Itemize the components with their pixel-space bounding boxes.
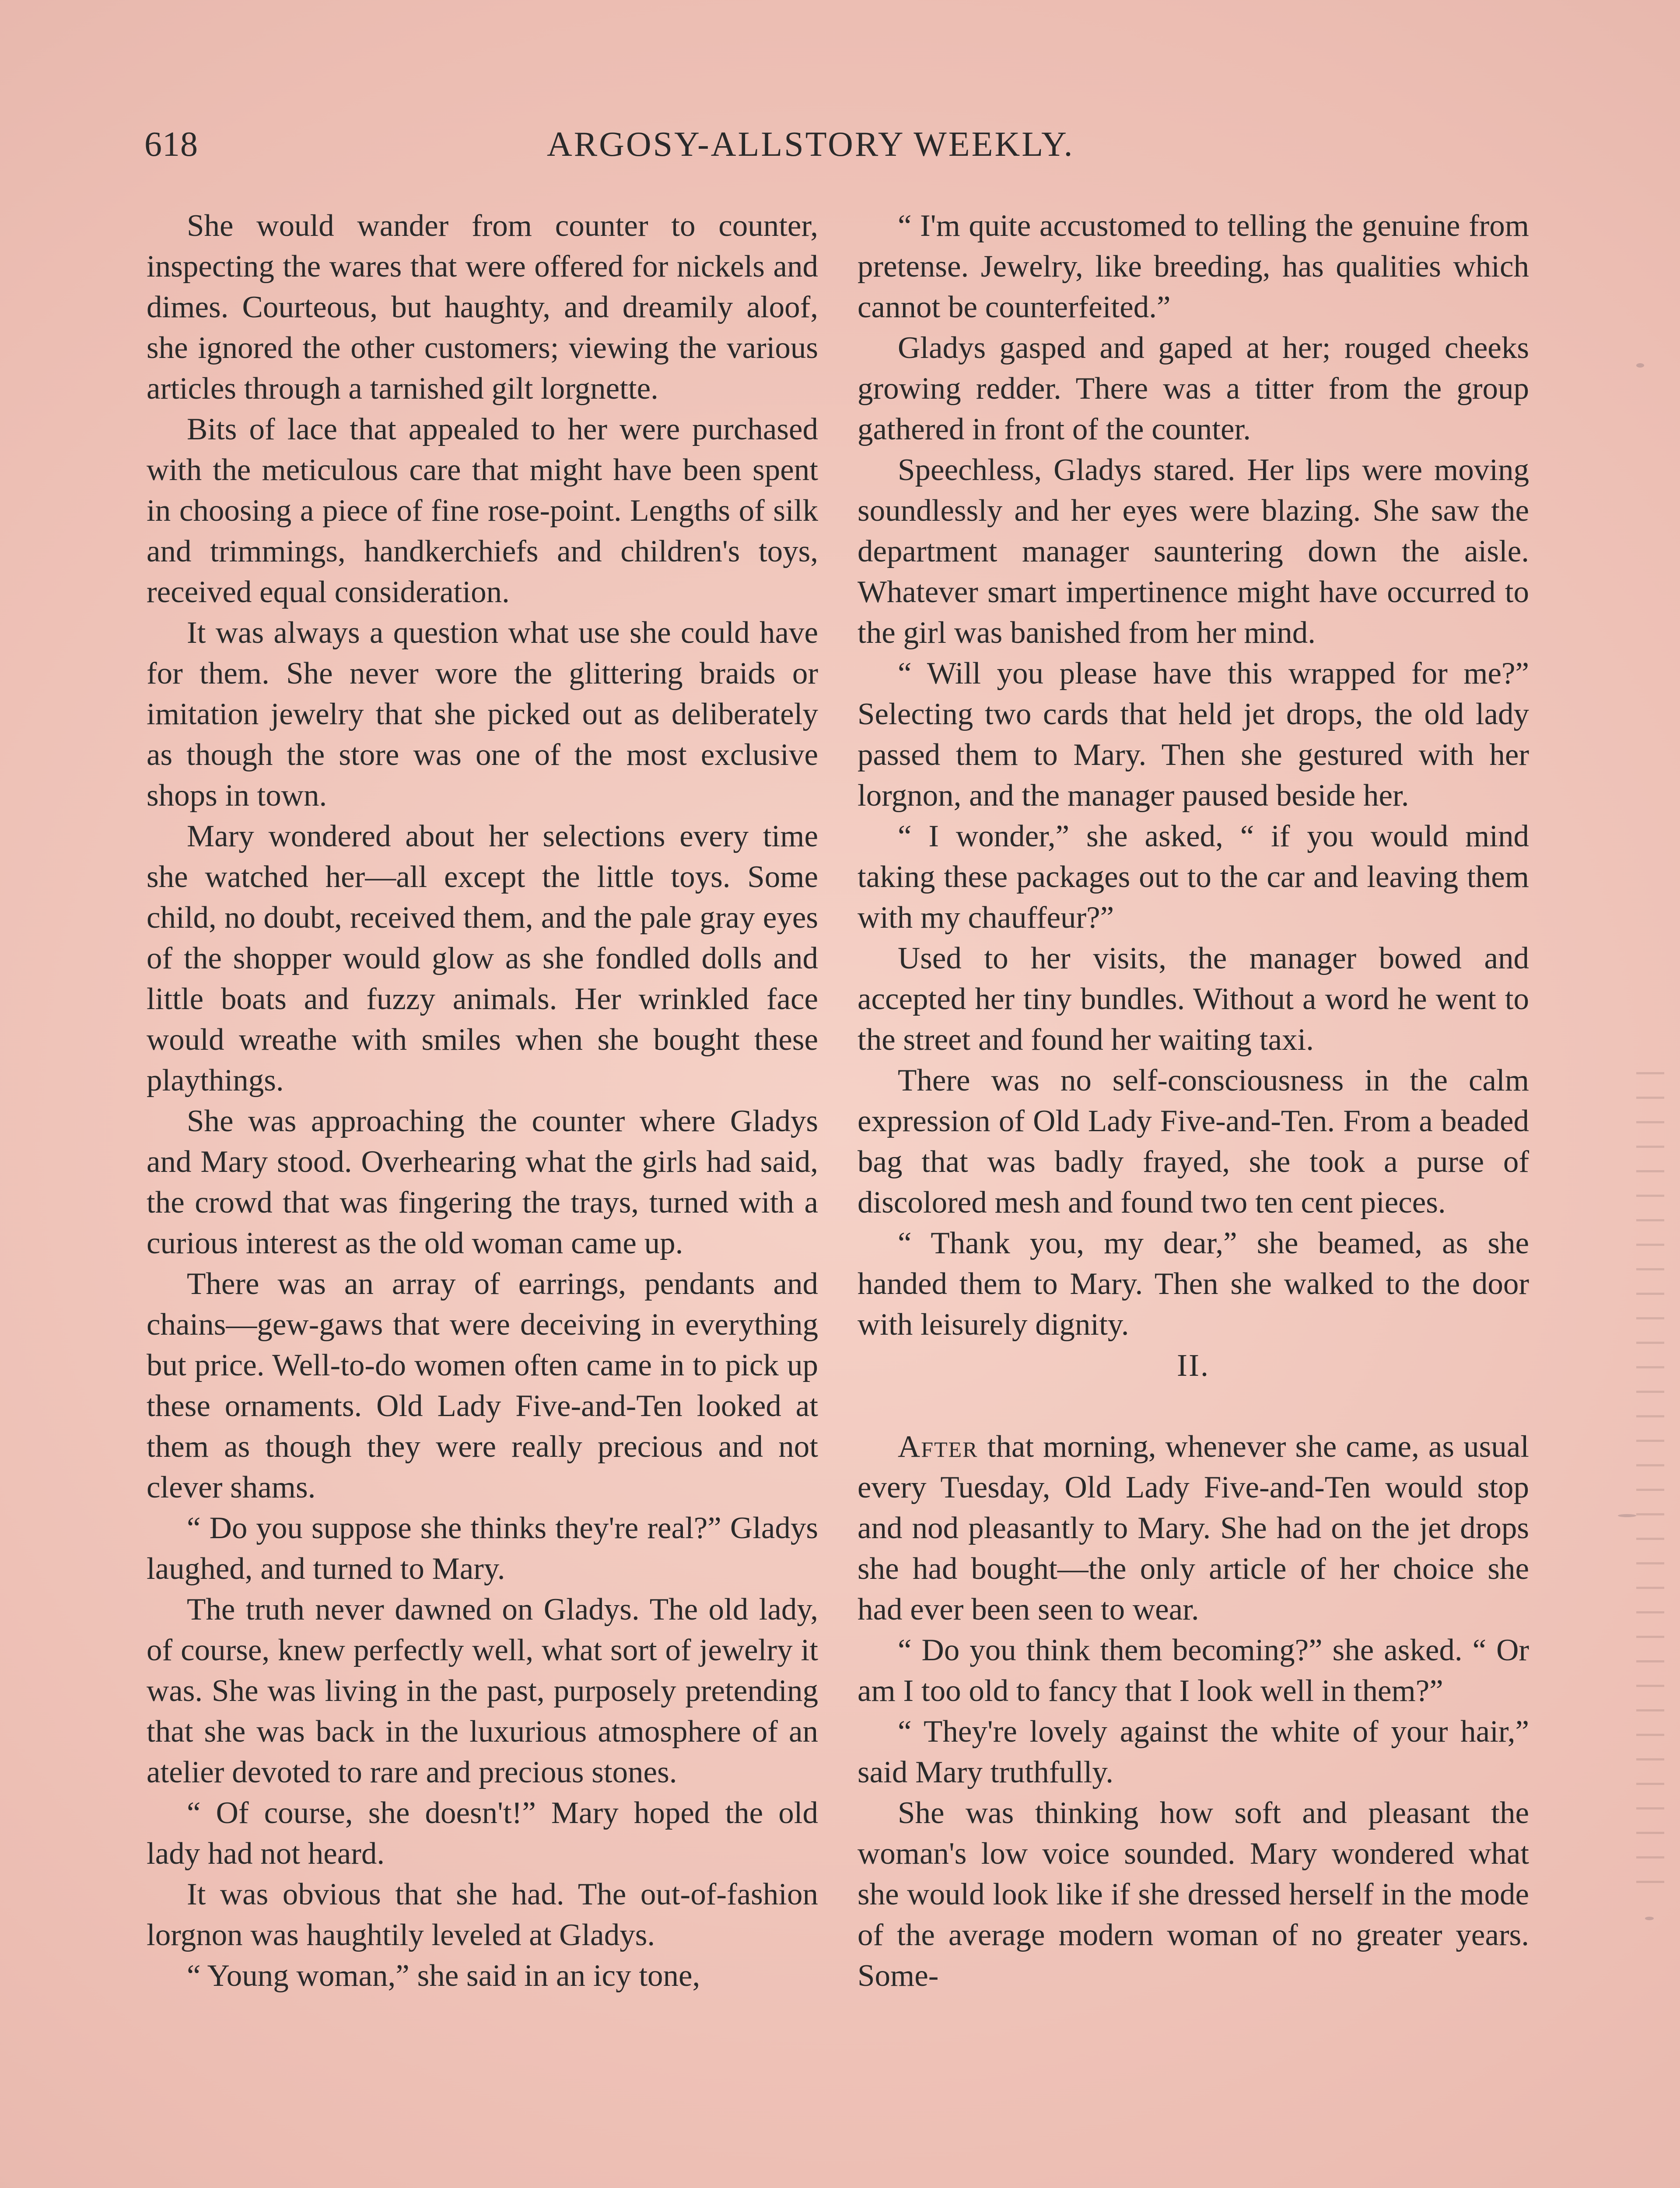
page-edge-specks [1636,1072,1664,1904]
right-text-column [858,206,1529,1996]
page-number: 618 [144,125,198,164]
paragraph: She was approaching the counter where Gladys and Mary stood. Overhearing what the girls had said, the crowd that was fingering the trays, turned with a curious interest as the old woman came up. [147,1104,818,1260]
page-header [144,125,1536,177]
paper-speck [1618,1514,1636,1517]
paragraph: There was an array of earrings, pendants and chains—gew-gaws that were deceiving in everything but price. Well-to-do women often came in to pick up these ornaments. Old Lady Five-and-Ten looked at them as though they were really precious and not clever shams. [147,1267,818,1504]
running-title: ARGOSY-ALLSTORY WEEKLY. [547,125,1074,164]
paragraph: Bits of lace that appealed to her were purchased with the meticulous care that might have been spent in choosing a piece of fine rose-point. Lengths of silk and trimmings, handkerchiefs and children's toys, received equal consideration. [147,412,818,609]
paragraph: “ Do you think them becoming?” she asked. “ Or am I too old to fancy that I look well in them?” [858,1633,1529,1708]
paragraph: “ Of course, she doesn't!” Mary hoped the old lady had not heard. [147,1796,818,1871]
paragraph: She was thinking how soft and pleasant the woman's low voice sounded. Mary wondered what she would look like if she dressed herself in the mode of the average modern woman of no greater years. Some- [858,1796,1529,1993]
paper-speck [1645,1917,1654,1920]
paragraph: It was obvious that she had. The out-of-fashion lorgnon was haughtily leveled at Gladys. [147,1877,818,1952]
paragraph: She would wander from counter to counter, inspecting the wares that were offered for nickels and dimes. Courteous, but haughty, and dreamily aloof, she ignored the other customers; viewing the various articles through a tarnished gilt lorgnette. [147,209,818,406]
section-opening-word: After [898,1430,978,1464]
paragraph: The truth never dawned on Gladys. The old lady, of course, knew perfectly well, what sort of jewelry it was. She was living in the past, purposely pretending that she was back in the luxurious atmosphere of an atelier devoted to rare and precious stones. [147,1592,818,1789]
paragraph: There was no self-consciousness in the calm expression of Old Lady Five-and-Ten. From a beaded bag that was badly frayed, she took a purse of discolored mesh and found two ten cent pieces. [858,1063,1529,1220]
paragraph: “ They're lovely against the white of your hair,” said Mary truthfully. [858,1715,1529,1789]
paragraph: “ I wonder,” she asked, “ if you would mind taking these packages out to the car and leaving them with my chauffeur?” [858,819,1529,935]
paragraph: “ Young woman,” she said in an icy tone, [187,1959,700,1993]
paragraph: Mary wondered about her selections every time she watched her—all except the little toys. Some child, no doubt, received them, and the pale gray eyes of the shopper would glow as she fondled dolls and little boats and fuzzy animals. Her wrinkled face would wreathe with smiles when she bought these playthings. [147,819,818,1098]
section-opening-text: that morning, whenever she came, as usual every Tuesday, Old Lady Five-and-Ten would stop and nod pleasantly to Mary. She had on the jet drops she had bought—the only article of her choice she had ever been seen to wear. [858,1430,1529,1627]
paragraph: Used to her visits, the manager bowed and accepted her tiny bundles. Without a word he went to the street and found her waiting taxi. [858,941,1529,1057]
section-heading: II. [1177,1348,1210,1383]
paragraph: Speechless, Gladys stared. Her lips were moving soundlessly and her eyes were blazing. She saw the department manager sauntering down the aisle. Whatever smart impertinence might have occurred to the girl was banished from her mind. [858,453,1529,650]
left-text-column [147,206,818,1996]
paragraph: “ Thank you, my dear,” she beamed, as she handed them to Mary. Then she walked to the door with leisurely dignity. [858,1226,1529,1342]
section-first-paragraph [858,1427,1529,1630]
paragraph: “ I'm quite accustomed to telling the genuine from pretense. Jewelry, like breeding, has qualities which cannot be counterfeited.” [858,209,1529,324]
paper-speck [1636,363,1644,368]
paragraph: “ Do you suppose she thinks they're real?” Gladys laughed, and turned to Mary. [147,1511,818,1586]
paragraph: It was always a question what use she could have for them. She never wore the glittering braids or imitation jewelry that she picked out as deliberately as though the store was one of the most exclusive shops in town. [147,616,818,813]
paragraph: “ Will you please have this wrapped for me?” Selecting two cards that held jet drops, the old lady passed them to Mary. Then she gestured with her lorgnon, and the manager paused beside her. [858,656,1529,813]
paragraph: Gladys gasped and gaped at her; rouged cheeks growing redder. There was a titter from the group gathered in front of the counter. [858,331,1529,446]
